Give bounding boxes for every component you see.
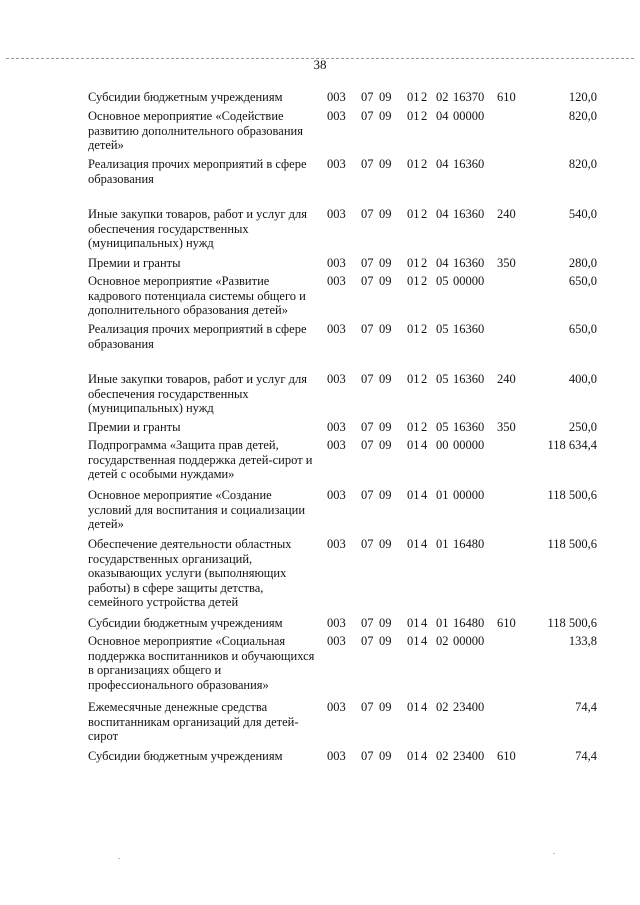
row-program: 01 bbox=[407, 256, 420, 270]
row-code: 003 bbox=[327, 420, 346, 434]
row-expense-type: 610 bbox=[497, 749, 516, 763]
row-subsection: 09 bbox=[379, 274, 392, 288]
row-code: 003 bbox=[327, 207, 346, 221]
row-activity: 04 bbox=[436, 207, 449, 221]
row-amount: 118 500,6 bbox=[547, 488, 597, 502]
row-amount: 120,0 bbox=[568, 90, 597, 104]
row-subsection: 09 bbox=[379, 616, 392, 630]
row-activity: 02 bbox=[436, 90, 449, 104]
row-subprogram: 4 bbox=[421, 616, 428, 630]
row-subprogram: 4 bbox=[421, 634, 428, 648]
row-expense-type: 350 bbox=[497, 256, 516, 270]
row-amount: 250,0 bbox=[568, 420, 597, 434]
scan-speck bbox=[118, 858, 120, 859]
row-section: 07 bbox=[361, 372, 374, 386]
row-activity: 05 bbox=[436, 322, 449, 336]
row-code: 003 bbox=[327, 749, 346, 763]
row-section: 07 bbox=[361, 438, 374, 452]
row-amount: 118 500,6 bbox=[547, 616, 597, 630]
row-direction: 16360 bbox=[453, 207, 485, 221]
row-amount: 540,0 bbox=[568, 207, 597, 221]
row-program: 01 bbox=[407, 207, 420, 221]
row-section: 07 bbox=[361, 616, 374, 630]
row-name: Ежемесячные денежные средства воспитанникам организаций для детей-сирот bbox=[88, 700, 299, 743]
row-program: 01 bbox=[407, 488, 420, 502]
row-subprogram: 2 bbox=[421, 109, 428, 123]
row-expense-type: 240 bbox=[497, 372, 516, 386]
row-amount: 118 500,6 bbox=[547, 537, 597, 551]
row-program: 01 bbox=[407, 157, 420, 171]
row-section: 07 bbox=[361, 488, 374, 502]
row-subsection: 09 bbox=[379, 157, 392, 171]
row-name: Субсидии бюджетным учреждениям bbox=[88, 616, 283, 630]
row-activity: 02 bbox=[436, 749, 449, 763]
row-section: 07 bbox=[361, 322, 374, 336]
row-subsection: 09 bbox=[379, 634, 392, 648]
row-subprogram: 4 bbox=[421, 700, 428, 714]
row-name: Иные закупки товаров, работ и услуг для обеспечения государственных (муниципальных) нужд bbox=[88, 372, 308, 415]
row-amount: 74,4 bbox=[575, 700, 597, 714]
row-name: Основное мероприятие «Создание условий для воспитания и социализации детей» bbox=[88, 488, 306, 531]
row-name: Подпрограмма «Защита прав детей, государственная поддержка детей-сирот и детей с особыми нуждами» bbox=[88, 438, 313, 481]
row-subprogram: 2 bbox=[421, 322, 428, 336]
row-subsection: 09 bbox=[379, 90, 392, 104]
row-subprogram: 2 bbox=[421, 207, 428, 221]
row-activity: 01 bbox=[436, 488, 449, 502]
row-code: 003 bbox=[327, 322, 346, 336]
row-activity: 00 bbox=[436, 438, 449, 452]
row-name: Основное мероприятие «Развитие кадрового потенциала системы общего и дополнительного образования детей» bbox=[88, 274, 306, 317]
row-section: 07 bbox=[361, 90, 374, 104]
row-program: 01 bbox=[407, 616, 420, 630]
row-subprogram: 2 bbox=[421, 420, 428, 434]
row-name: Субсидии бюджетным учреждениям bbox=[88, 90, 283, 104]
row-section: 07 bbox=[361, 274, 374, 288]
row-name: Основное мероприятие «Социальная поддержка воспитанников и обучающихся в организациях общего и профессионального образования» bbox=[88, 634, 315, 692]
row-program: 01 bbox=[407, 420, 420, 434]
row-subprogram: 4 bbox=[421, 438, 428, 452]
row-direction: 16360 bbox=[453, 256, 485, 270]
row-subprogram: 4 bbox=[421, 749, 428, 763]
row-expense-type: 610 bbox=[497, 90, 516, 104]
row-activity: 02 bbox=[436, 700, 449, 714]
row-name: Обеспечение деятельности областных государственных организаций, оказывающих услуги (выполняющих работы) в сфере защиты детства, семейного устройства детей bbox=[88, 537, 292, 609]
row-code: 003 bbox=[327, 157, 346, 171]
row-direction: 00000 bbox=[453, 274, 485, 288]
row-program: 01 bbox=[407, 749, 420, 763]
row-subprogram: 4 bbox=[421, 488, 428, 502]
row-program: 01 bbox=[407, 372, 420, 386]
row-subsection: 09 bbox=[379, 322, 392, 336]
row-direction: 16360 bbox=[453, 322, 485, 336]
row-activity: 02 bbox=[436, 634, 449, 648]
row-section: 07 bbox=[361, 256, 374, 270]
row-program: 01 bbox=[407, 274, 420, 288]
row-code: 003 bbox=[327, 438, 346, 452]
row-amount: 74,4 bbox=[575, 749, 597, 763]
row-program: 01 bbox=[407, 537, 420, 551]
row-section: 07 bbox=[361, 634, 374, 648]
row-amount: 650,0 bbox=[568, 274, 597, 288]
row-name: Основное мероприятие «Содействие развитию дополнительного образования детей» bbox=[88, 109, 303, 152]
row-subsection: 09 bbox=[379, 488, 392, 502]
row-section: 07 bbox=[361, 700, 374, 714]
row-code: 003 bbox=[327, 537, 346, 551]
row-subprogram: 2 bbox=[421, 90, 428, 104]
row-activity: 05 bbox=[436, 420, 449, 434]
row-subprogram: 2 bbox=[421, 157, 428, 171]
row-expense-type: 350 bbox=[497, 420, 516, 434]
row-program: 01 bbox=[407, 634, 420, 648]
row-amount: 118 634,4 bbox=[547, 438, 597, 452]
row-expense-type: 240 bbox=[497, 207, 516, 221]
row-code: 003 bbox=[327, 634, 346, 648]
scan-speck bbox=[553, 853, 555, 854]
row-code: 003 bbox=[327, 616, 346, 630]
row-activity: 04 bbox=[436, 109, 449, 123]
row-subsection: 09 bbox=[379, 420, 392, 434]
row-program: 01 bbox=[407, 90, 420, 104]
row-program: 01 bbox=[407, 109, 420, 123]
row-subsection: 09 bbox=[379, 537, 392, 551]
row-name: Премии и гранты bbox=[88, 420, 181, 434]
row-direction: 00000 bbox=[453, 634, 485, 648]
row-program: 01 bbox=[407, 438, 420, 452]
row-section: 07 bbox=[361, 207, 374, 221]
page-number: 38 bbox=[313, 57, 327, 72]
row-subsection: 09 bbox=[379, 207, 392, 221]
row-direction: 00000 bbox=[453, 438, 485, 452]
row-amount: 820,0 bbox=[568, 109, 597, 123]
row-direction: 16360 bbox=[453, 157, 485, 171]
row-activity: 05 bbox=[436, 274, 449, 288]
row-section: 07 bbox=[361, 109, 374, 123]
row-activity: 01 bbox=[436, 616, 449, 630]
row-code: 003 bbox=[327, 90, 346, 104]
row-code: 003 bbox=[327, 256, 346, 270]
row-direction: 00000 bbox=[453, 488, 485, 502]
row-name: Реализация прочих мероприятий в сфере образования bbox=[88, 322, 307, 351]
row-name: Премии и гранты bbox=[88, 256, 181, 270]
row-activity: 05 bbox=[436, 372, 449, 386]
row-activity: 04 bbox=[436, 157, 449, 171]
row-code: 003 bbox=[327, 109, 346, 123]
row-subsection: 09 bbox=[379, 749, 392, 763]
row-section: 07 bbox=[361, 157, 374, 171]
row-direction: 00000 bbox=[453, 109, 485, 123]
row-name: Субсидии бюджетным учреждениям bbox=[88, 749, 283, 763]
row-expense-type: 610 bbox=[497, 616, 516, 630]
row-amount: 133,8 bbox=[568, 634, 597, 648]
row-name: Иные закупки товаров, работ и услуг для обеспечения государственных (муниципальных) нужд bbox=[88, 207, 308, 250]
row-section: 07 bbox=[361, 749, 374, 763]
row-code: 003 bbox=[327, 700, 346, 714]
row-activity: 04 bbox=[436, 256, 449, 270]
row-section: 07 bbox=[361, 420, 374, 434]
row-section: 07 bbox=[361, 537, 374, 551]
row-program: 01 bbox=[407, 322, 420, 336]
row-subsection: 09 bbox=[379, 256, 392, 270]
row-amount: 400,0 bbox=[568, 372, 597, 386]
row-subprogram: 2 bbox=[421, 372, 428, 386]
row-direction: 16360 bbox=[453, 420, 485, 434]
row-subprogram: 2 bbox=[421, 274, 428, 288]
row-name: Реализация прочих мероприятий в сфере образования bbox=[88, 157, 307, 186]
row-direction: 23400 bbox=[453, 749, 485, 763]
row-program: 01 bbox=[407, 700, 420, 714]
row-direction: 23400 bbox=[453, 700, 485, 714]
row-amount: 650,0 bbox=[568, 322, 597, 336]
row-subsection: 09 bbox=[379, 109, 392, 123]
row-subsection: 09 bbox=[379, 372, 392, 386]
row-direction: 16370 bbox=[453, 90, 485, 104]
row-direction: 16480 bbox=[453, 616, 485, 630]
row-code: 003 bbox=[327, 274, 346, 288]
row-direction: 16360 bbox=[453, 372, 485, 386]
row-subsection: 09 bbox=[379, 700, 392, 714]
row-activity: 01 bbox=[436, 537, 449, 551]
row-subprogram: 2 bbox=[421, 256, 428, 270]
row-amount: 280,0 bbox=[568, 256, 597, 270]
row-amount: 820,0 bbox=[568, 157, 597, 171]
row-code: 003 bbox=[327, 488, 346, 502]
row-direction: 16480 bbox=[453, 537, 485, 551]
row-subsection: 09 bbox=[379, 438, 392, 452]
row-code: 003 bbox=[327, 372, 346, 386]
row-subprogram: 4 bbox=[421, 537, 428, 551]
